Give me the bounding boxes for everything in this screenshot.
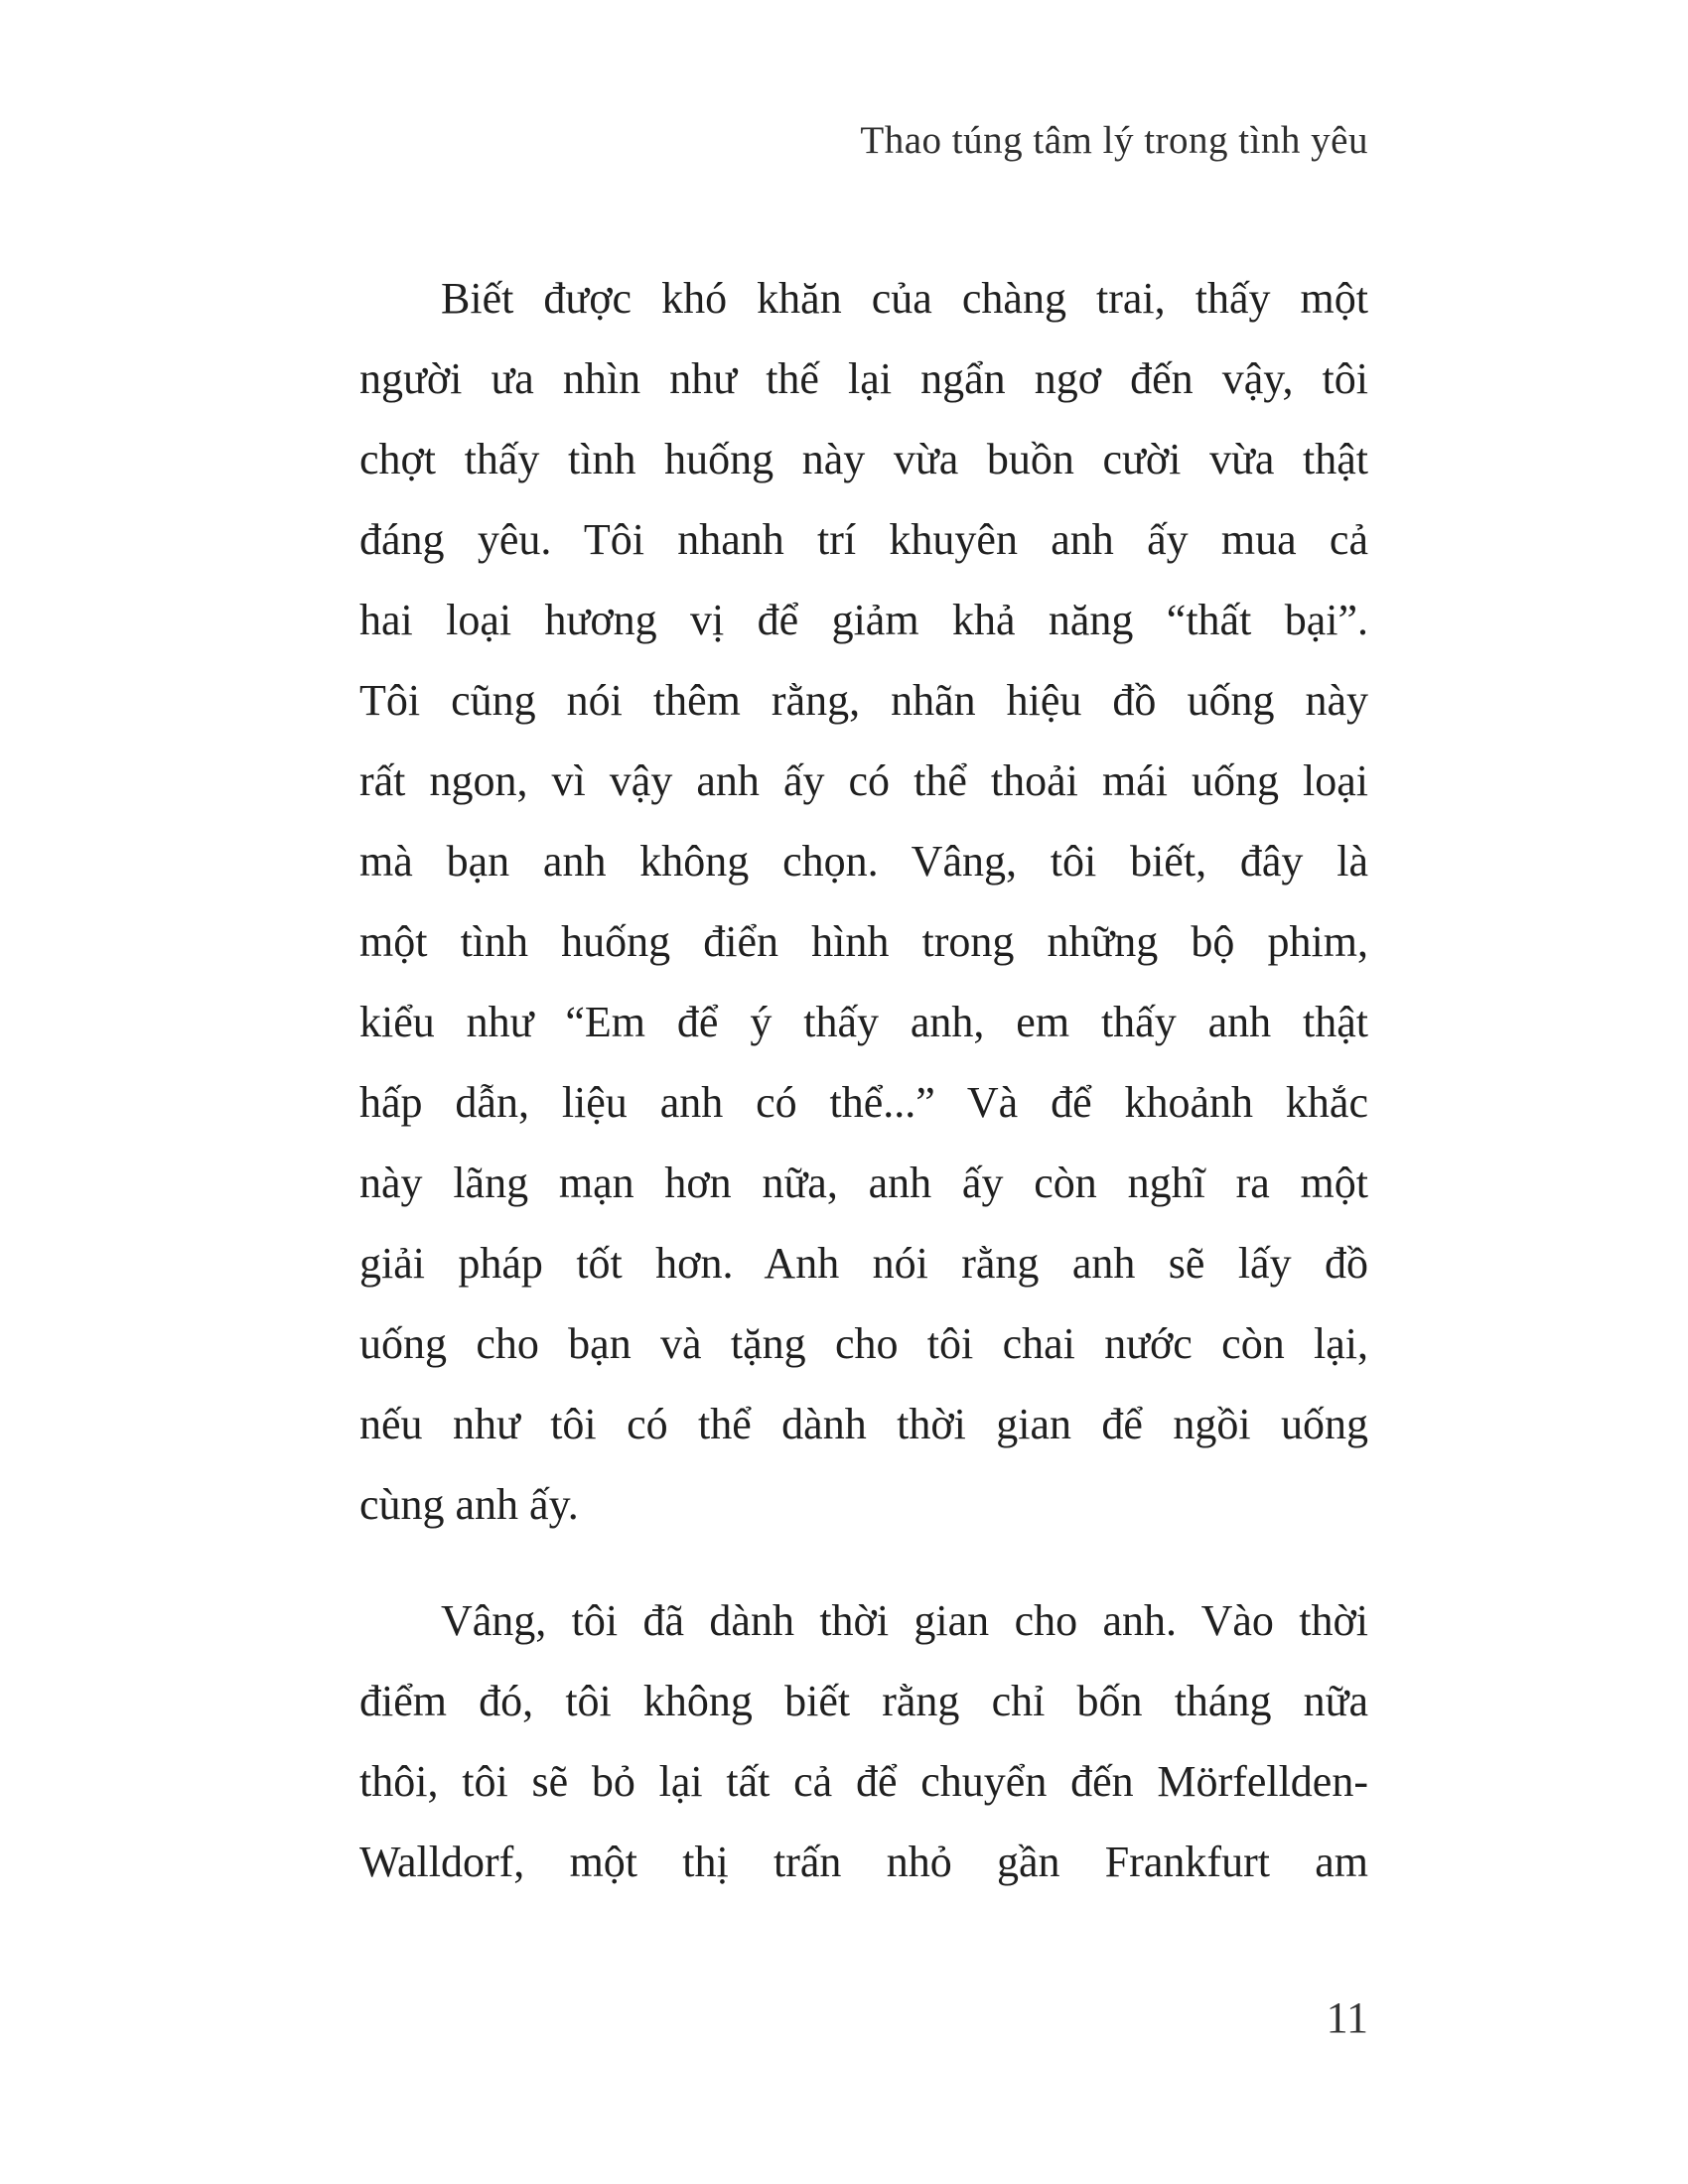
running-header: Thao túng tâm lý trong tình yêu <box>860 119 1368 162</box>
paragraph <box>359 258 1368 1545</box>
page-number: 11 <box>1326 1993 1368 2042</box>
text-line: uống cho bạn và tặng cho tôi chai nước còn lại, <box>359 1319 1368 1368</box>
text-line: thôi, tôi sẽ bỏ lại tất cả để chuyển đến Mörfellden- <box>359 1757 1368 1806</box>
text-line: chợt thấy tình huống này vừa buồn cười vừa thật <box>359 435 1368 483</box>
text-line: nếu như tôi có thể dành thời gian để ngồi uống <box>359 1400 1368 1448</box>
text-line: này lãng mạn hơn nữa, anh ấy còn nghĩ ra một <box>359 1159 1368 1207</box>
text-line: điểm đó, tôi không biết rằng chỉ bốn tháng nữa <box>359 1677 1368 1725</box>
paragraph <box>359 1580 1368 1902</box>
text-line: giải pháp tốt hơn. Anh nói rằng anh sẽ lấy đồ <box>359 1239 1368 1288</box>
text-line: một tình huống điển hình trong những bộ phim, <box>359 917 1368 966</box>
text-line: hai loại hương vị để giảm khả năng “thất bại”. <box>359 596 1368 644</box>
body-text <box>359 258 1368 1902</box>
text-line: Vâng, tôi đã dành thời gian cho anh. Vào thời <box>441 1596 1368 1645</box>
text-line: mà bạn anh không chọn. Vâng, tôi biết, đây là <box>359 837 1368 886</box>
text-line: Biết được khó khăn của chàng trai, thấy một <box>441 274 1368 323</box>
text-line: rất ngon, vì vậy anh ấy có thể thoải mái uống loại <box>359 756 1368 805</box>
text-line: đáng yêu. Tôi nhanh trí khuyên anh ấy mua cả <box>359 515 1368 564</box>
text-line: kiểu như “Em để ý thấy anh, em thấy anh thật <box>359 998 1368 1046</box>
text-line: Tôi cũng nói thêm rằng, nhãn hiệu đồ uống này <box>359 676 1368 725</box>
text-line: hấp dẫn, liệu anh có thể...” Và để khoảnh khắc <box>359 1078 1368 1127</box>
text-line: Walldorf, một thị trấn nhỏ gần Frankfurt am <box>359 1838 1368 1886</box>
text-line: người ưa nhìn như thế lại ngẩn ngơ đến vậy, tôi <box>359 354 1368 403</box>
text-line: cùng anh ấy. <box>359 1480 579 1529</box>
